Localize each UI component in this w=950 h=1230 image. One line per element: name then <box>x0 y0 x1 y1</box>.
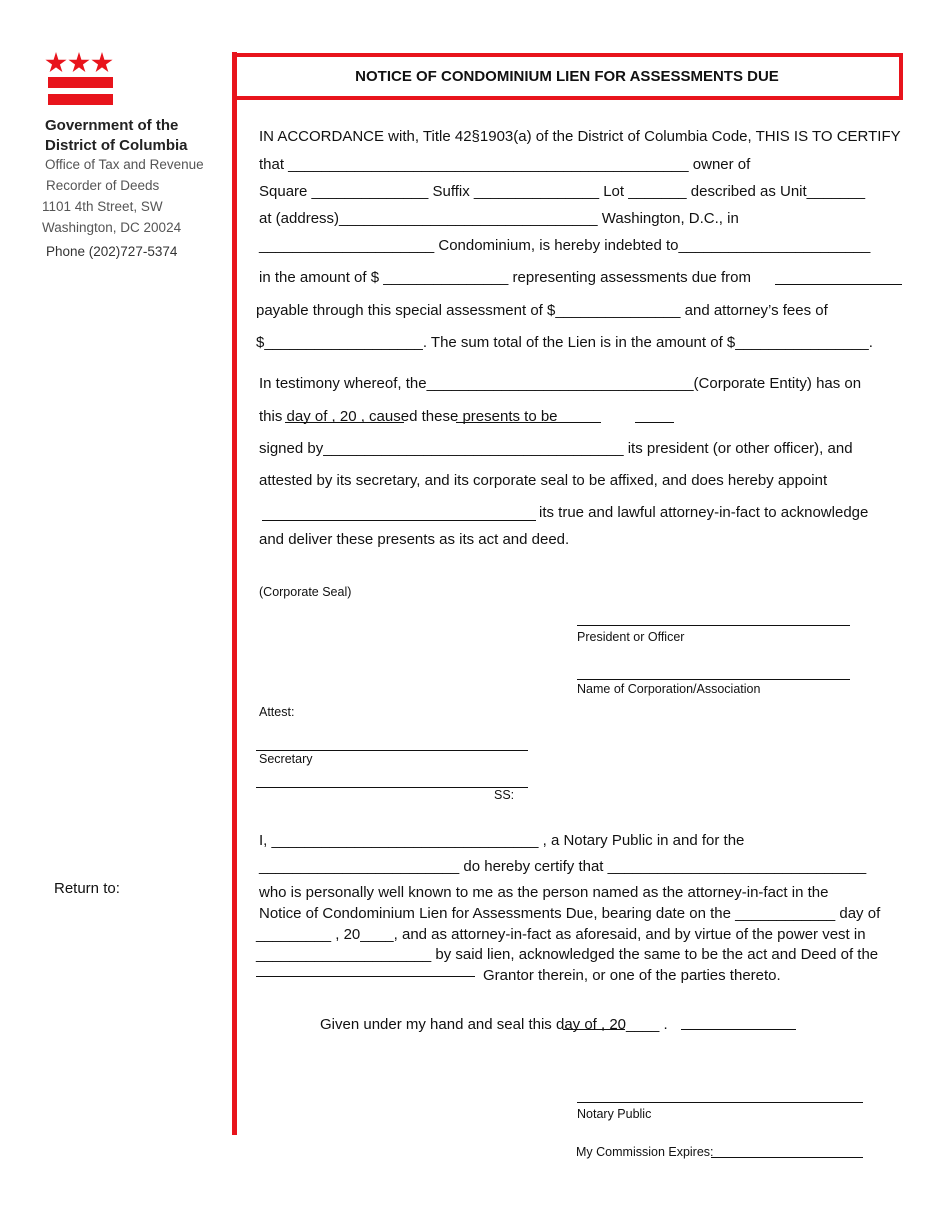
form-title-box <box>235 53 903 100</box>
attorney-in-fact-field[interactable] <box>262 520 536 521</box>
notary-line-4: Notice of Condominium Lien for Assessments Due, bearing date on the ____________ day of <box>259 905 881 922</box>
given-under-hand-line: Given under my hand and seal this day of , 20____ . <box>320 1016 668 1033</box>
notary-signature-line[interactable] <box>577 1102 863 1103</box>
certify-line-7: payable through this special assessment of $_______________ and attorney’s fees of <box>256 302 828 319</box>
grantor-field[interactable] <box>256 976 475 977</box>
return-to-label: Return to: <box>54 880 120 897</box>
flag-star-icon <box>91 52 113 74</box>
phone-number: Phone (202)727-5374 <box>46 244 178 259</box>
given-day-field[interactable] <box>563 1029 625 1030</box>
certify-line-2: that ________________________________________________ owner of <box>259 156 751 173</box>
attest-label: Attest: <box>259 705 295 719</box>
notary-line-5: _________ , 20____, and as attorney-in-fact as aforesaid, and by virtue of the power vest in <box>256 926 866 943</box>
notary-line-2: ________________________ do hereby certify that _______________________________ <box>259 858 867 875</box>
secretary-signature-line[interactable] <box>256 750 528 751</box>
year-field[interactable] <box>635 422 674 423</box>
assessments-from-field[interactable] <box>775 284 902 285</box>
flag-star-icon <box>68 52 90 74</box>
testimony-line-5: its true and lawful attorney-in-fact to acknowledge <box>539 504 869 521</box>
flag-star-icon <box>45 52 67 74</box>
form-title: NOTICE OF CONDOMINIUM LIEN FOR ASSESSMENTS DUE <box>355 68 779 85</box>
testimony-line-4: attested by its secretary, and its corporate seal to be affixed, and does hereby appoint <box>259 472 828 489</box>
flag-bar <box>48 94 113 105</box>
notary-line-3: who is personally well known to me as the person named as the attorney-in-fact in the <box>259 884 829 901</box>
street-address: 1101 4th Street, SW <box>42 199 163 214</box>
certify-line-8: $___________________. The sum total of the Lien is in the amount of $________________. <box>256 334 873 351</box>
president-label: President or Officer <box>577 630 685 644</box>
certify-line-6: in the amount of $ _______________ representing assessments due from <box>259 269 751 286</box>
department-name: Recorder of Deeds <box>46 178 160 193</box>
corporation-label: Name of Corporation/Association <box>577 682 761 696</box>
testimony-line-3: signed by____________________________________ its president (or other officer), and <box>259 440 853 457</box>
secretary-label: Secretary <box>259 752 313 766</box>
corporation-name-line[interactable] <box>577 679 850 680</box>
org-name-line1: Government of the <box>45 117 179 134</box>
president-signature-line[interactable] <box>577 625 850 626</box>
month-field[interactable] <box>456 422 601 423</box>
city-address: Washington, DC 20024 <box>42 220 182 235</box>
testimony-line-6: and deliver these presents as its act and deed. <box>259 531 570 548</box>
flag-bar <box>48 77 113 88</box>
testimony-line-2: this day of , 20 , caused these presents to be <box>259 408 558 425</box>
testimony-line-1: In testimony whereof, the________________________________(Corporate Entity) has on <box>259 375 862 392</box>
venue-line[interactable] <box>256 787 528 788</box>
notary-public-label: Notary Public <box>577 1107 652 1121</box>
notary-line-1: I, ________________________________ , a Notary Public in and for the <box>259 832 745 849</box>
day-field[interactable] <box>285 422 404 423</box>
certify-line-4: at (address)_______________________________ Washington, D.C., in <box>259 210 739 227</box>
org-name-line2: District of Columbia <box>45 137 188 154</box>
office-name: Office of Tax and Revenue <box>45 157 204 172</box>
ss-label: SS: <box>494 788 515 802</box>
certify-line-5: _____________________ Condominium, is hereby indebted to_______________________ <box>259 237 871 254</box>
certify-line-1: IN ACCORDANCE with, Title 42§1903(a) of the District of Columbia Code, THIS IS TO CERTIFY <box>259 128 901 145</box>
given-month-field[interactable] <box>681 1029 796 1030</box>
certify-line-3: Square ______________ Suffix _______________ Lot _______ described as Unit_______ <box>259 183 866 200</box>
notary-line-7: Grantor therein, or one of the parties thereto. <box>483 967 781 984</box>
red-border-line <box>232 52 237 1135</box>
commission-expires-field[interactable] <box>711 1157 863 1158</box>
notary-line-6: _____________________ by said lien, acknowledged the same to be the act and Deed of the <box>256 946 879 963</box>
commission-expires-label: My Commission Expires: <box>576 1145 714 1159</box>
corporate-seal-label: (Corporate Seal) <box>259 585 352 599</box>
